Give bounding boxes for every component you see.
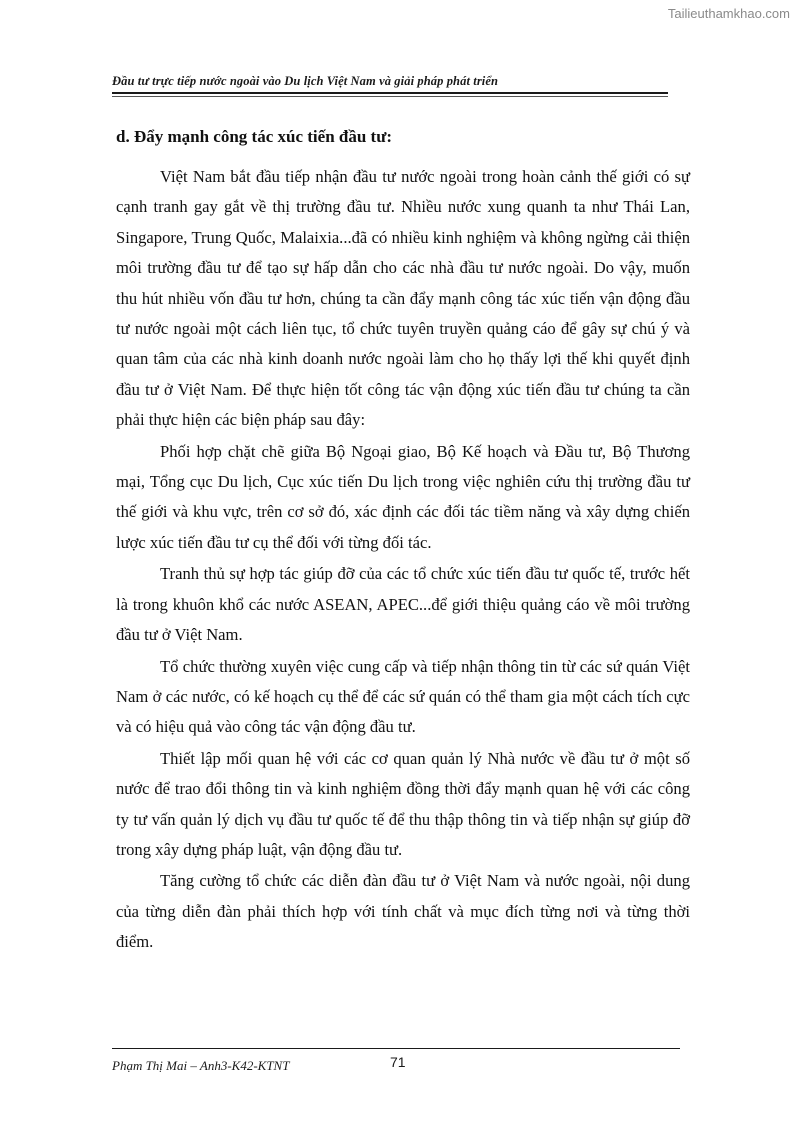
paragraph-intro: Việt Nam bắt đầu tiếp nhận đầu tư nước ngoài trong hoàn cảnh thế giới có sự cạnh tranh gay gắt về thị trường đầu tư. Nhiều nước xung quanh ta như Thái Lan, Singapore, Trung Quốc, Malaixia...đã có nhiều kinh nghiệm và không ngừng cải thiện môi trường đầu tư để tạo sự hấp dẫn cho các nhà đầu tư nước ngoài. Do vậy, muốn thu hút nhiều vốn đầu tư hơn, chúng ta cần đẩy mạnh công tác xúc tiến vận động đầu tư nước ngoài một cách liên tục, tổ chức tuyên truyền quảng cáo để gây sự chú ý và quan tâm của các nhà kinh doanh nước ngoài làm cho họ thấy lợi thế khi quyết định đầu tư ở Việt Nam. Để thực hiện tốt công tác vận động xúc tiến đầu tư chúng ta cần phải thực hiện các biện pháp sau đây: — [116, 167, 690, 430]
footer-author: Phạm Thị Mai – Anh3-K42-KTNT — [112, 1058, 290, 1073]
header-title: Đầu tư trực tiếp nước ngoài vào Du lịch Việt Nam và giải pháp phát triển — [112, 74, 499, 88]
page-number: 71 — [390, 1054, 406, 1070]
page-body — [116, 122, 690, 959]
paragraph-embassy-information: Tổ chức thường xuyên việc cung cấp và tiếp nhận thông tin từ các sứ quán Việt Nam ở các nước, có kế hoạch cụ thể để các sứ quán có thể tham gia một cách tích cực và có hiệu quả vào công tác vận động đầu tư. — [116, 656, 690, 737]
paragraph-investment-forums: Tăng cường tổ chức các diễn đàn đầu tư ở Việt Nam và nước ngoài, nội dung của từng diễn đàn phải thích hợp với tính chất và mục đích từng nơi và từng thời điểm. — [116, 871, 690, 952]
running-header — [112, 74, 692, 89]
paragraph-coordination: Phối hợp chặt chẽ giữa Bộ Ngoại giao, Bộ Kế hoạch và Đầu tư, Bộ Thương mại, Tổng cục Du lịch, Cục xúc tiến Du lịch trong việc nghiên cứu thị trường đầu tư thế giới và khu vực, trên cơ sở đó, xác định các đối tác tiềm năng và xây dựng chiến lược xúc tiến đầu tư cụ thể đối với từng đối tác. — [116, 441, 690, 552]
watermark-text: Tailieuthamkhao.com — [667, 6, 790, 21]
paragraph-state-agencies: Thiết lập mối quan hệ với các cơ quan quản lý Nhà nước về đầu tư ở một số nước để trao đổi thông tin và kinh nghiệm đồng thời đẩy mạnh quan hệ với các công ty tư vấn quản lý dịch vụ đầu tư quốc tế để thu thập thông tin và tiếp nhận sự giúp đỡ trong xây dựng pháp luật, vận động đầu tư. — [116, 748, 690, 859]
header-rule-thin — [112, 96, 668, 97]
section-heading: d. Đẩy mạnh công tác xúc tiến đầu tư: — [116, 127, 393, 146]
paragraph-international-cooperation: Tranh thủ sự hợp tác giúp đỡ của các tổ chức xúc tiến đầu tư quốc tế, trước hết là trong khuôn khổ các nước ASEAN, APEC...để giới thiệu quảng cáo về môi trường đầu tư ở Việt Nam. — [116, 564, 690, 645]
footer-rule — [112, 1048, 680, 1049]
header-rule — [112, 92, 668, 94]
